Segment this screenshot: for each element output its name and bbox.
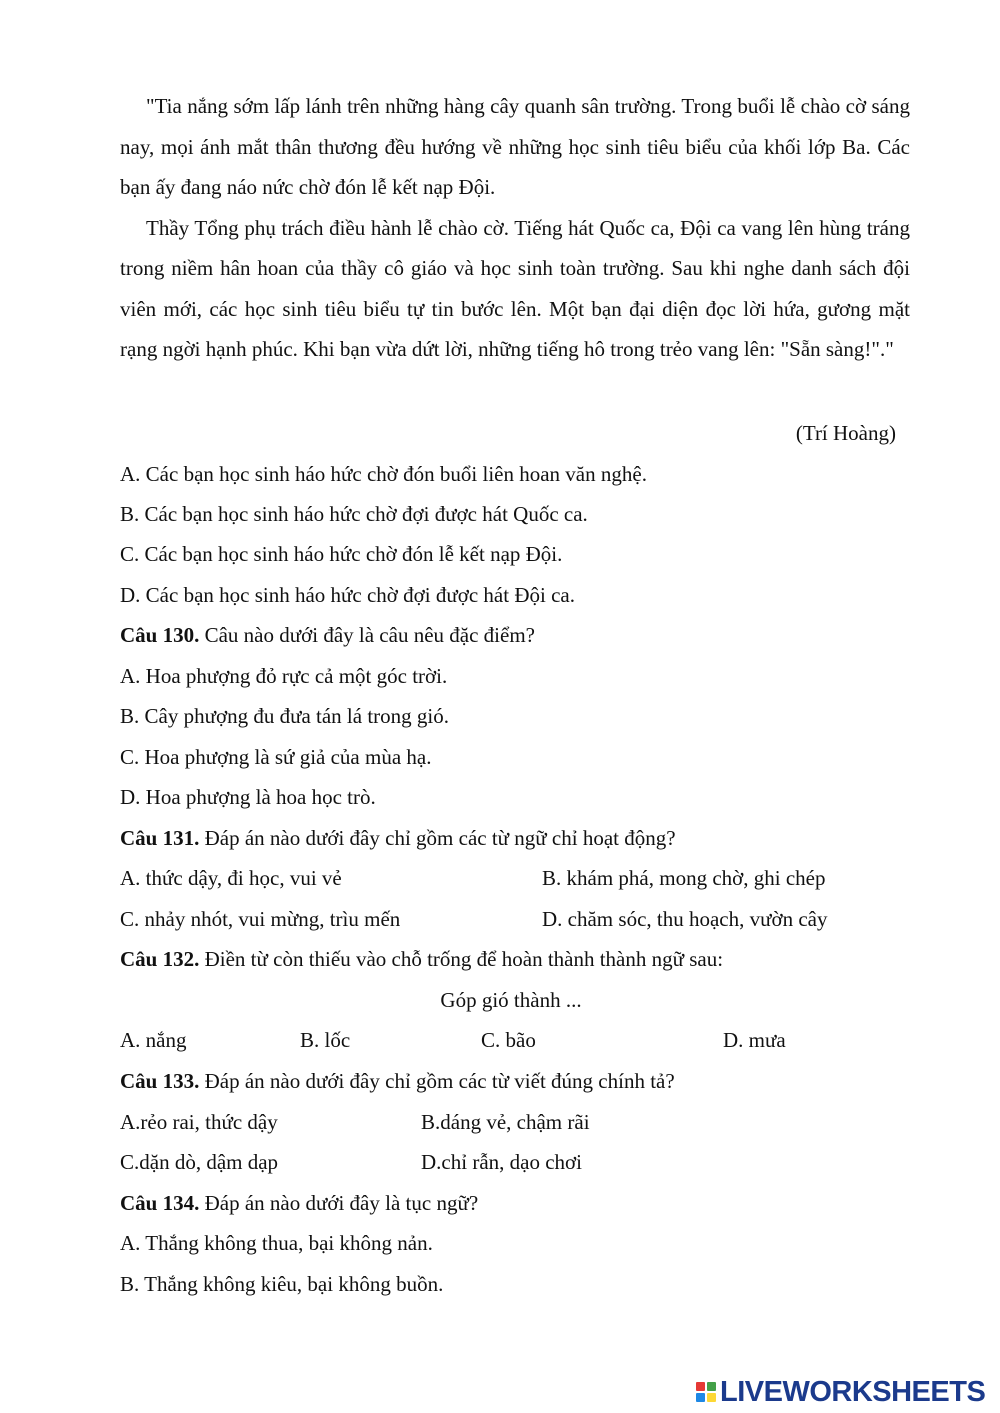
passage-author: (Trí Hoàng) — [795, 421, 896, 445]
q130-text: Câu nào dưới đây là câu nêu đặc điểm? — [199, 623, 535, 647]
q129-option-d[interactable]: D. Các bạn học sinh háo hức chờ đợi được hát Đội ca. — [120, 583, 575, 607]
q130-number: Câu 130. — [120, 623, 200, 647]
q130-option-a[interactable]: A. Hoa phượng đỏ rực cả một góc trời. — [120, 664, 448, 688]
q134-option-a[interactable]: A. Thắng không thua, bại không nản. — [120, 1231, 433, 1255]
q129-option-a[interactable]: A. Các bạn học sinh háo hức chờ đón buổi liên hoan văn nghệ. — [120, 462, 647, 486]
q132-text: Điền từ còn thiếu vào chỗ trống để hoàn thành thành ngữ sau: — [199, 947, 724, 971]
q129-option-b[interactable]: B. Các bạn học sinh háo hức chờ đợi được hát Quốc ca. — [120, 502, 588, 526]
q132-option-c[interactable]: C. bão — [481, 1028, 536, 1052]
q131-text: Đáp án nào dưới đây chỉ gồm các từ ngữ chỉ hoạt động? — [199, 826, 676, 850]
q133-number: Câu 133. — [120, 1069, 200, 1093]
q131-option-c[interactable]: C. nhảy nhót, vui mừng, trìu mến — [120, 907, 401, 931]
q133-option-c[interactable]: C.dặn dò, dậm dạp — [120, 1150, 279, 1174]
q133-option-b[interactable]: B.dáng vẻ, chậm rãi — [421, 1110, 590, 1134]
passage-paragraph-1: "Tia nắng sớm lấp lánh trên những hàng cây quanh sân trường. Trong buổi lễ chào cờ sáng nay, mọi ánh mắt thân thương đều hướng về những học sinh tiêu biểu của khối lớp Ba. Các bạn ấy đang náo nức chờ đón lễ kết nạp Đội. — [120, 94, 910, 199]
q133-option-a[interactable]: A.rẻo rai, thức dậy — [120, 1110, 278, 1134]
liveworksheets-logo[interactable] — [696, 1373, 985, 1411]
reading-passage — [120, 86, 910, 370]
q132-idiom: Góp gió thành ... — [440, 988, 582, 1012]
q130-option-d[interactable]: D. Hoa phượng là hoa học trò. — [120, 785, 376, 809]
q130-option-c[interactable]: C. Hoa phượng là sứ giả của mùa hạ. — [120, 745, 432, 769]
q131-option-b[interactable]: B. khám phá, mong chờ, ghi chép — [542, 866, 826, 890]
q131-number: Câu 131. — [120, 826, 200, 850]
q132-option-b[interactable]: B. lốc — [300, 1028, 351, 1052]
passage-paragraph-2: Thầy Tổng phụ trách điều hành lễ chào cờ. Tiếng hát Quốc ca, Đội ca vang lên hùng tráng trong niềm hân hoan của thầy cô giáo và học sinh toàn trường. Sau khi nghe danh sách đội viên mới, các học sinh tiêu biểu tự tin bước lên. Một bạn đại diện đọc lời hứa, gương mặt rạng ngời hạnh phúc. Khi bạn vừa dứt lời, những tiếng hô trong trẻo vang lên: "Sẵn sàng!"." — [120, 215, 910, 361]
q134-text: Đáp án nào dưới đây là tục ngữ? — [199, 1191, 479, 1215]
q134-option-b[interactable]: B. Thắng không kiêu, bại không buồn. — [120, 1272, 444, 1296]
logo-square-1 — [696, 1382, 705, 1391]
q130-option-b[interactable]: B. Cây phượng đu đưa tán lá trong gió. — [120, 704, 449, 728]
q131-question — [120, 818, 676, 858]
q130-question — [120, 615, 535, 655]
q132-question — [120, 939, 723, 979]
q131-option-d[interactable]: D. chăm sóc, thu hoạch, vườn cây — [542, 907, 828, 931]
q134-number: Câu 134. — [120, 1191, 200, 1215]
q132-number: Câu 132. — [120, 947, 200, 971]
q131-option-a[interactable]: A. thức dậy, đi học, vui vẻ — [120, 866, 342, 890]
q132-option-a[interactable]: A. nắng — [120, 1028, 187, 1052]
q133-text: Đáp án nào dưới đây chỉ gồm các từ viết đúng chính tả? — [199, 1069, 675, 1093]
q133-question — [120, 1061, 675, 1101]
q134-question — [120, 1183, 478, 1223]
logo-square-2 — [707, 1382, 716, 1391]
logo-square-3 — [696, 1393, 705, 1402]
logo-square-4 — [707, 1393, 716, 1402]
logo-grid-icon — [696, 1382, 716, 1402]
brand-name: LIVEWORKSHEETS — [720, 1375, 986, 1408]
q129-option-c[interactable]: C. Các bạn học sinh háo hức chờ đón lễ kết nạp Đội. — [120, 542, 563, 566]
q133-option-d[interactable]: D.chỉ rẫn, dạo chơi — [421, 1150, 582, 1174]
q132-option-d[interactable]: D. mưa — [723, 1028, 786, 1052]
